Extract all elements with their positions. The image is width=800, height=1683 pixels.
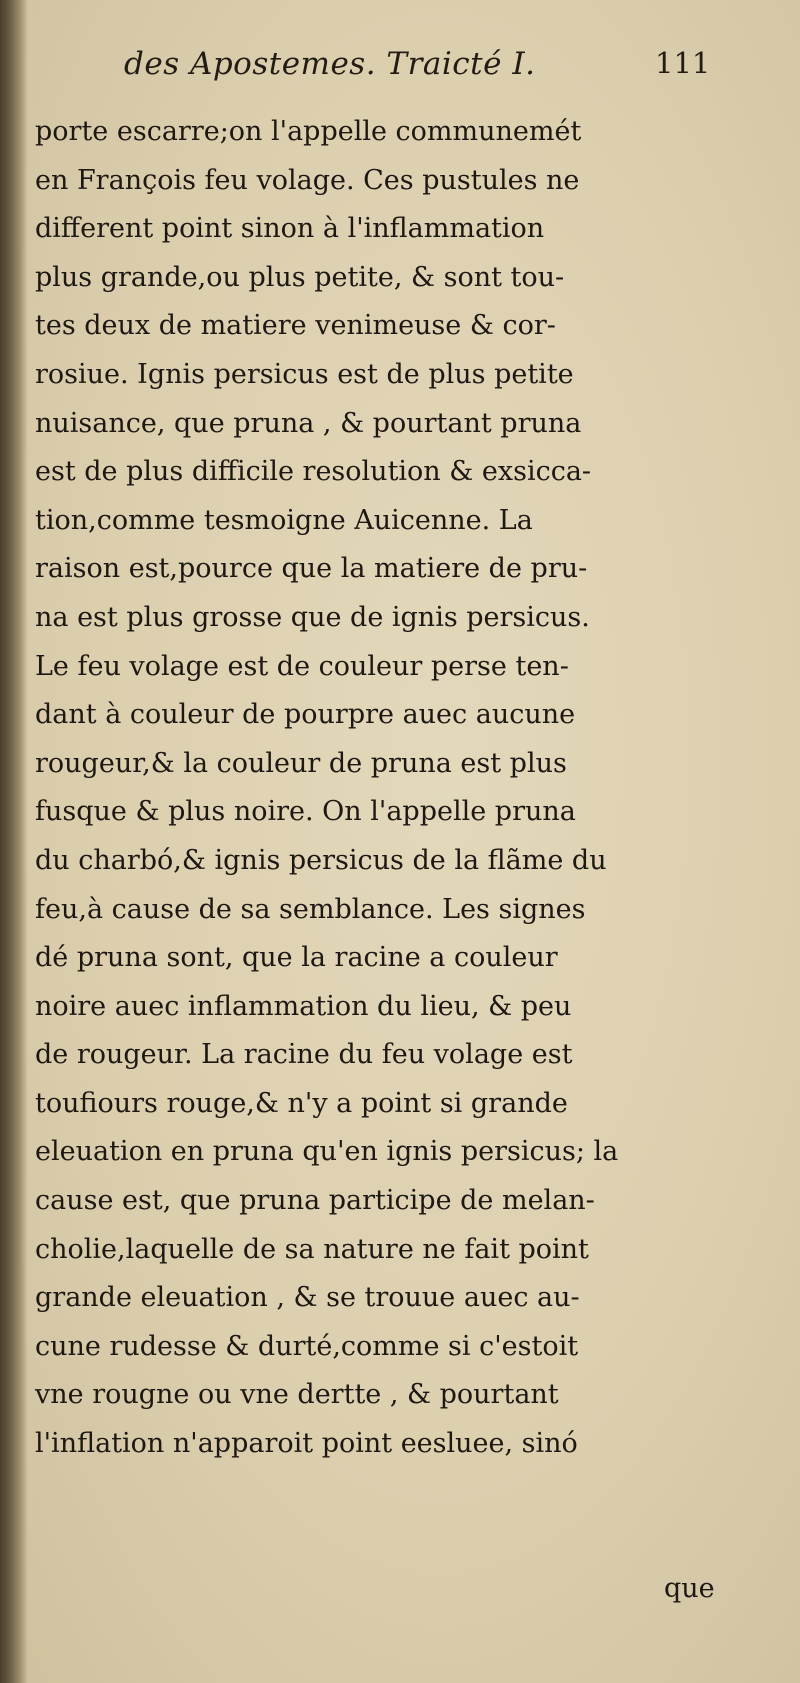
- text-line: toufiours rouge,& n'y a point si grande: [35, 1087, 568, 1119]
- text-line: dant à couleur de pourpre auec aucune: [35, 699, 576, 731]
- text-line: feu,à cause de sa semblance. Les signes: [35, 893, 586, 925]
- text-line: raison est,pource que la matiere de pru-: [35, 553, 588, 585]
- text-line: du charbó,& ignis persicus de la flãme du: [35, 844, 607, 876]
- running-head-title: des Apostemes. Traicté I.: [124, 46, 536, 82]
- text-line: cholie,laquelle de sa nature ne fait point: [35, 1233, 589, 1265]
- text-line: different point sinon à l'inflammation: [35, 213, 545, 245]
- text-line: eleuation en pruna qu'en ignis persicus; la: [35, 1136, 619, 1168]
- text-line: rougeur,& la couleur de pruna est plus: [35, 747, 567, 779]
- text-line: cause est, que pruna participe de melan-: [35, 1185, 595, 1217]
- text-line: de rougeur. La racine du feu volage est: [35, 1039, 573, 1071]
- text-line: Le feu volage est de couleur perse ten-: [35, 650, 569, 682]
- text-line: rosiue. Ignis persicus est de plus petite: [35, 358, 574, 390]
- text-line: porte escarre;on l'appelle communemét: [35, 116, 582, 147]
- text-line: noire auec inflammation du lieu, & peu: [35, 990, 572, 1022]
- text-line: dé pruna sont, que la racine a couleur: [35, 942, 558, 974]
- text-line: plus grande,ou plus petite, & sont tou-: [35, 261, 565, 293]
- text-line: cune rudesse & durté,comme si c'estoit: [35, 1330, 579, 1362]
- text-line: tion,comme tesmoigne Auicenne. La: [35, 504, 533, 536]
- text-line: fusque & plus noire. On l'appelle pruna: [35, 796, 576, 828]
- running-head: [0, 46, 800, 96]
- text-line: vne rougne ou vne dertte , & pourtant: [35, 1379, 559, 1411]
- text-line: en François feu volage. Ces pustules ne: [35, 164, 580, 196]
- binding-edge: [0, 0, 28, 1683]
- body-text: [35, 108, 765, 1469]
- catchword: que: [664, 1573, 715, 1604]
- text-line: tes deux de matiere venimeuse & cor-: [35, 310, 556, 342]
- text-line: nuisance, que pruna , & pourtant pruna: [35, 407, 582, 439]
- text-line: l'inflation n'apparoit point eesluee, sinó: [35, 1428, 578, 1460]
- text-line: na est plus grosse que de ignis persicus.: [35, 601, 590, 633]
- page-number: 111: [655, 46, 711, 80]
- text-line: grande eleuation , & se trouue auec au-: [35, 1282, 580, 1314]
- text-line: est de plus difficile resolution & exsicca-: [35, 456, 592, 488]
